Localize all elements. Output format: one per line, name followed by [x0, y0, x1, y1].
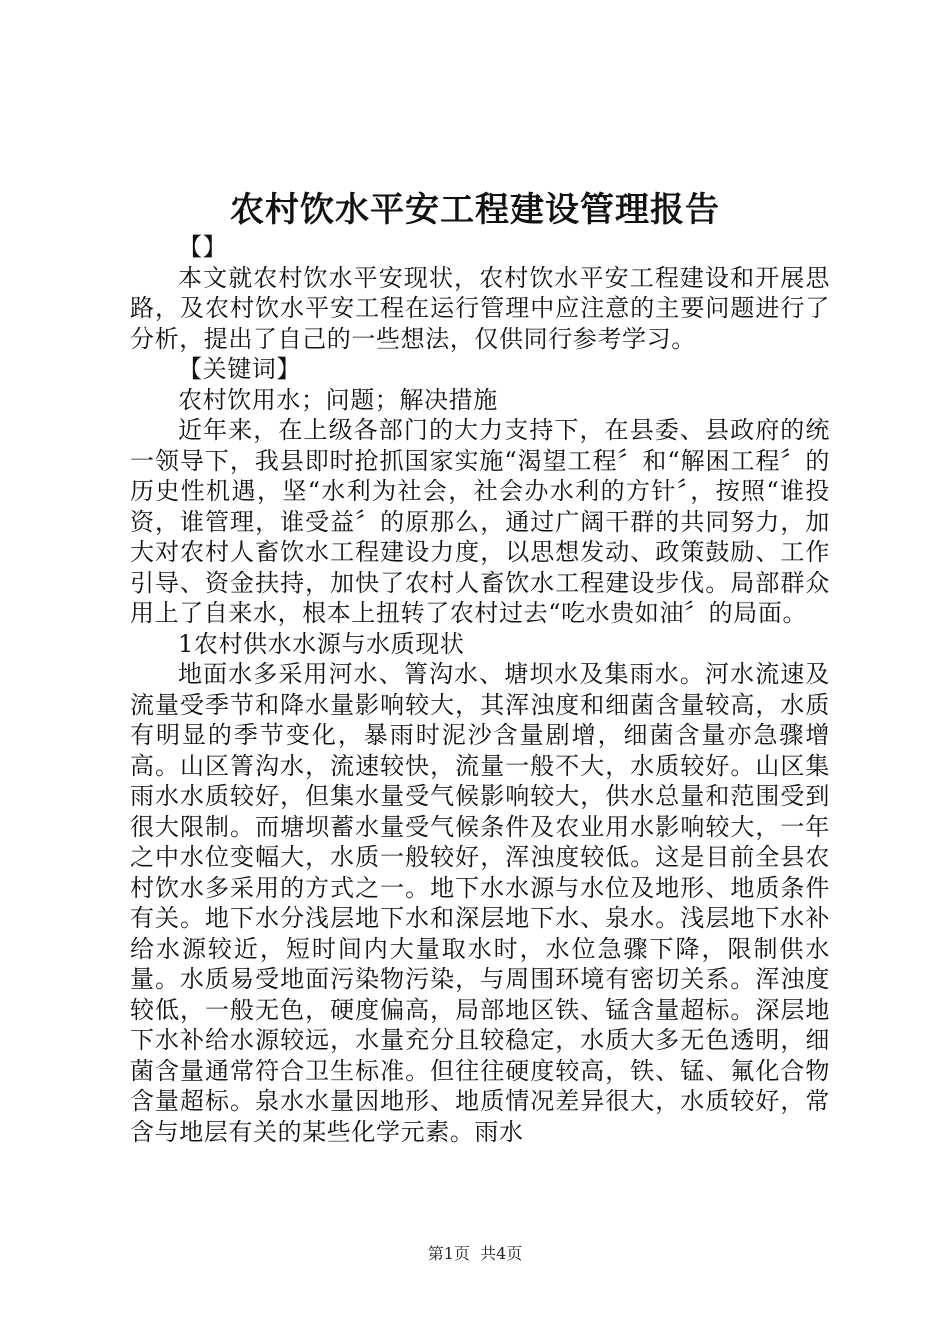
keywords-heading: 【关键词】	[178, 355, 301, 383]
document-body	[130, 232, 830, 1147]
page-number: 第1页	[427, 1244, 470, 1263]
section-heading: 1农村供水水源与水质现状	[178, 629, 465, 658]
keywords-paragraph: 农村饮用水；问题；解决措施	[178, 385, 498, 414]
section-paragraph: 地面水多采用河水、箐沟水、塘坝水及集雨水。河水流速及流量受季节和降水量影响较大，其浑浊度和细菌含量较高，水质有明显的季节变化，暴雨时泥沙含量剧增，细菌含量亦急骤增高。山区箐沟水，流速较快，流量一般不大，水质较好。山区集雨水水质较好，但集水量受气候影响较大，供水总量和范围受到很大限制。而塘坝蓄水量受气候条件及农业用水影响较大，一年之中水位变幅大，水质一般较好，浑浊度较低。这是目前全县农村饮水多采用的方式之一。地下水水源与水位及地形、地质条件有关。地下水分浅层地下水和深层地下水、泉水。浅层地下水补给水源较近，短时间内大量取水时，水位急骤下降，限制供水量。水质易受地面污染物污染，与周围环境有密切关系。浑浊度较低，一般无色，硬度偏高，局部地区铁、锰含量超标。深层地下水补给水源较远，水量充分且较稳定，水质大多无色透明，细菌含量通常符合卫生标准。但往往硬度较高，铁、锰、氟化合物含量超标。泉水水量因地形、地质情况差异很大，水质较好，常含与地层有关的某些化学元素。雨水	[130, 660, 830, 1146]
intro-paragraph: 近年来，在上级各部门的大力支持下，在县委、县政府的统一领导下，我县即时抢抓国家实施“渴望工程〞和“解困工程〞的历史性机遇，坚“水利为社会，社会办水利的方针〞，按照“谁投资，谁管理，谁受益〞的原那么，通过广阔干群的共同努力，加大对农村人畜饮水工程建设力度，以思想发动、政策鼓励、工作引导、资金扶持，加快了农村人畜饮水工程建设步伐。局部群众用上了自来水，根本上扭转了农村过去“吃水贵如油〞的局面。	[130, 416, 830, 627]
abstract-paragraph: 本文就农村饮水平安现状，农村饮水平安工程建设和开展思路，及农村饮水平安工程在运行管理中应注意的主要问题进行了分析，提出了自己的一些想法，仅供同行参考学习。	[130, 263, 830, 353]
page-total: 共4页	[480, 1244, 523, 1263]
page-footer	[0, 1244, 950, 1264]
document-title: 农村饮水平安工程建设管理报告	[230, 190, 720, 230]
abstract-heading: 【】	[178, 233, 228, 261]
